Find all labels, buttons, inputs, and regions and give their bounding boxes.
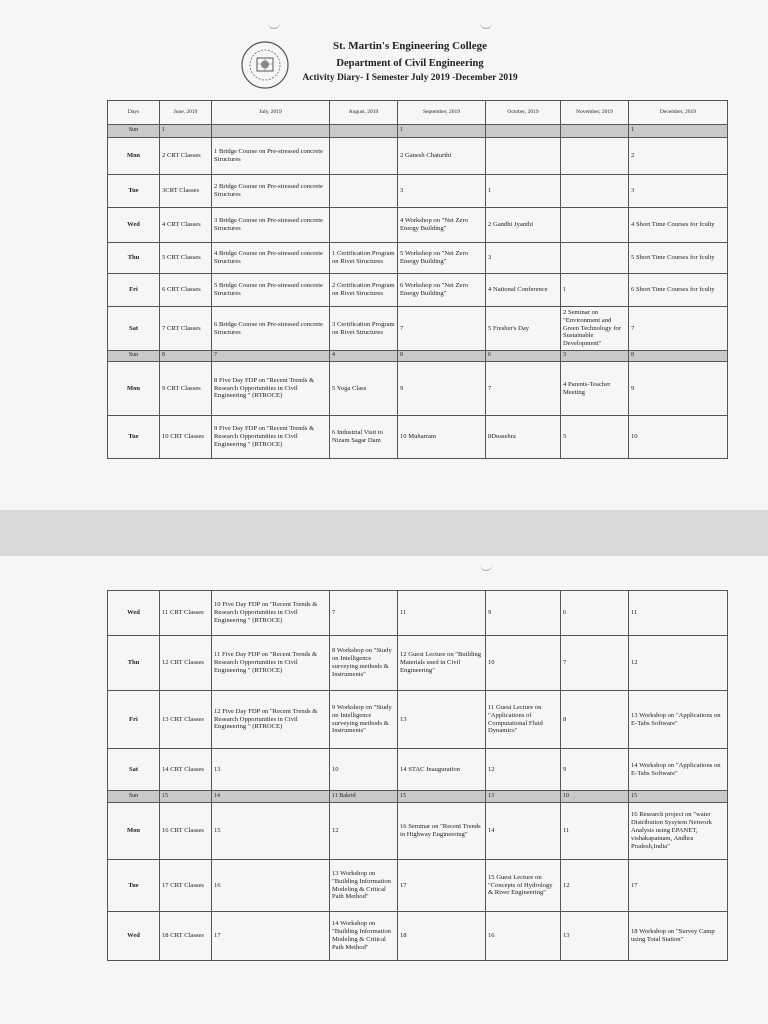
- activity-cell: 14 STAC Inauguration: [398, 749, 486, 791]
- activity-cell: 1: [561, 274, 629, 307]
- activity-cell: 11 CRT Classes: [160, 591, 212, 636]
- activity-cell: 4 National Conference: [486, 274, 561, 307]
- activity-cell: 6 Workshop on "Net Zero Energy Building": [398, 274, 486, 307]
- table-row: [108, 591, 728, 636]
- table-row: [108, 138, 728, 175]
- activity-cell: 6 Bridge Course on Pre-stressed concrete Structures: [212, 307, 330, 351]
- activity-cell: 1: [398, 125, 486, 138]
- activity-cell: 2 CRT Classes: [160, 138, 212, 175]
- activity-cell: 1: [486, 175, 561, 208]
- activity-cell: 2 Certification Program on Rivet Structures: [330, 274, 398, 307]
- activity-cell: 3: [629, 175, 728, 208]
- activity-cell: 10: [561, 791, 629, 803]
- column-header: December, 2019: [629, 101, 728, 125]
- day-cell: Wed: [108, 591, 160, 636]
- activity-cell: 10 Five Day FDP on "Recent Trends & Research Opportunities in Civil Engineering " (RTROCE): [212, 591, 330, 636]
- activity-cell: 7: [561, 636, 629, 691]
- table-row: [108, 307, 728, 351]
- punch-mark: [480, 22, 492, 29]
- activity-cell: 11: [629, 591, 728, 636]
- activity-cell: 3: [561, 351, 629, 362]
- table-row: [108, 860, 728, 912]
- activity-cell: 7: [629, 307, 728, 351]
- activity-cell: 2 Ganesh Chaturthi: [398, 138, 486, 175]
- activity-cell: 3 Bridge Course on Pre-stressed concrete Structures: [212, 208, 330, 243]
- activity-cell: 14: [486, 803, 561, 860]
- activity-cell: 8 Five Day FDP on "Recent Trends & Research Opportunities in Civil Engineering " (RTROCE): [212, 362, 330, 416]
- activity-cell: 6 Industrial Visit to Nizam Sagar Dam: [330, 416, 398, 459]
- activity-cell: 15: [212, 803, 330, 860]
- day-cell: Sat: [108, 749, 160, 791]
- activity-cell: 12: [561, 860, 629, 912]
- day-cell: Sun: [108, 125, 160, 138]
- column-header: June, 2019: [160, 101, 212, 125]
- activity-cell: 16 Seminar on "Recent Trends in Highway Engineering": [398, 803, 486, 860]
- table-row: [108, 351, 728, 362]
- activity-cell: 3: [486, 243, 561, 274]
- day-cell: Sun: [108, 791, 160, 803]
- day-cell: Tue: [108, 175, 160, 208]
- day-cell: Fri: [108, 274, 160, 307]
- activity-table-part-2: [107, 590, 728, 961]
- activity-cell: [212, 125, 330, 138]
- day-cell: Mon: [108, 362, 160, 416]
- activity-cell: 8: [629, 351, 728, 362]
- activity-cell: [561, 243, 629, 274]
- activity-cell: 9 Five Day FDP on "Recent Trends & Research Opportunities in Civil Engineering " (RTROCE): [212, 416, 330, 459]
- activity-cell: 8: [561, 691, 629, 749]
- activity-cell: [330, 125, 398, 138]
- activity-cell: 9: [561, 749, 629, 791]
- college-logo: [240, 40, 290, 90]
- activity-cell: 5 Fresher's Day: [486, 307, 561, 351]
- punch-mark: [268, 22, 280, 29]
- activity-cell: 10 CRT Classes: [160, 416, 212, 459]
- day-cell: Thu: [108, 243, 160, 274]
- column-header: July, 2019: [212, 101, 330, 125]
- department-name: Department of Civil Engineering: [336, 58, 484, 69]
- activity-cell: 17: [398, 860, 486, 912]
- activity-cell: 4 Workshop on "Net Zero Energy Building": [398, 208, 486, 243]
- activity-cell: 4 CRT Classes: [160, 208, 212, 243]
- activity-cell: 9 CRT Classes: [160, 362, 212, 416]
- activity-cell: 13: [212, 749, 330, 791]
- day-cell: Sat: [108, 307, 160, 351]
- table-row: [108, 691, 728, 749]
- activity-cell: 5 Short Time Courses for fculty: [629, 243, 728, 274]
- activity-cell: 3: [398, 175, 486, 208]
- activity-cell: 7: [486, 362, 561, 416]
- activity-cell: 11 Bakrid: [330, 791, 398, 803]
- activity-cell: 1: [160, 125, 212, 138]
- activity-cell: 15 Guest Lecture on "Concepts of Hydrology & River Engineering": [486, 860, 561, 912]
- activity-cell: 10: [486, 636, 561, 691]
- day-cell: Wed: [108, 208, 160, 243]
- activity-cell: 16 CRT Classes: [160, 803, 212, 860]
- activity-cell: 12 Guest Lecture on "Building Materials used in Civil Engineering": [398, 636, 486, 691]
- activity-cell: [561, 138, 629, 175]
- table-row: [108, 791, 728, 803]
- activity-cell: 13 Workshop on "Applications on E-Tabs Software": [629, 691, 728, 749]
- activity-cell: 5 Yoga Class: [330, 362, 398, 416]
- table-row: [108, 175, 728, 208]
- table-row: [108, 803, 728, 860]
- activity-cell: 11: [398, 591, 486, 636]
- activity-cell: 15: [160, 791, 212, 803]
- day-cell: Mon: [108, 138, 160, 175]
- activity-cell: 12: [330, 803, 398, 860]
- activity-cell: 3CRT Classes: [160, 175, 212, 208]
- day-cell: Tue: [108, 860, 160, 912]
- activity-cell: 8Dussehra: [486, 416, 561, 459]
- activity-cell: 13 Workshop on "Building Information Modeling & Critical Path Method": [330, 860, 398, 912]
- activity-cell: 6 Short Time Courses for fculty: [629, 274, 728, 307]
- diary-title: Activity Diary- I Semester July 2019 -December 2019: [302, 73, 518, 83]
- column-header: September, 2019: [398, 101, 486, 125]
- activity-cell: 16: [212, 860, 330, 912]
- activity-cell: 13: [486, 791, 561, 803]
- activity-cell: 18 Workshop on "Survey Camp using Total Station": [629, 912, 728, 961]
- day-cell: Sun: [108, 351, 160, 362]
- activity-cell: 13: [398, 691, 486, 749]
- activity-cell: 1 Bridge Course on Pre-stressed concrete Structures: [212, 138, 330, 175]
- activity-cell: 5: [561, 416, 629, 459]
- college-name: St. Martin's Engineering College: [333, 40, 487, 52]
- activity-cell: 7: [398, 307, 486, 351]
- table-row: [108, 208, 728, 243]
- activity-cell: 11 Five Day FDP on "Recent Trends & Research Opportunities in Civil Engineering " (RTROCE): [212, 636, 330, 691]
- table-row: [108, 749, 728, 791]
- column-header: Days: [108, 101, 160, 125]
- activity-cell: 5 CRT Classes: [160, 243, 212, 274]
- activity-cell: 18: [398, 912, 486, 961]
- activity-cell: 2 Bridge Course on Pre-stressed concrete Structures: [212, 175, 330, 208]
- activity-cell: 14: [212, 791, 330, 803]
- activity-cell: 9: [398, 362, 486, 416]
- activity-cell: 7 CRT Classes: [160, 307, 212, 351]
- activity-cell: 2 Seminar on "Environment and Green Technology for Sustainable Development": [561, 307, 629, 351]
- activity-cell: 15: [398, 791, 486, 803]
- punch-mark: [480, 564, 492, 571]
- activity-cell: 10 Muharram: [398, 416, 486, 459]
- activity-cell: 9 Workshop on "Study on Intelligence surveying methods & Instruments": [330, 691, 398, 749]
- activity-cell: 9: [486, 591, 561, 636]
- activity-cell: 4 Parents-Teacher Meeting: [561, 362, 629, 416]
- activity-cell: 10: [330, 749, 398, 791]
- activity-cell: 17: [629, 860, 728, 912]
- activity-cell: 14 Workshop on "Applications on E-Tabs Software": [629, 749, 728, 791]
- activity-cell: 1: [629, 125, 728, 138]
- activity-cell: 2 Gandhi Jyanthi: [486, 208, 561, 243]
- activity-cell: 6 CRT Classes: [160, 274, 212, 307]
- table-row: [108, 362, 728, 416]
- day-cell: Wed: [108, 912, 160, 961]
- activity-cell: [330, 175, 398, 208]
- activity-cell: 16 Research project on "water Distribution Sysytem Network Analysis using EPANET, vishakapatnam, Andhra Pradesh,India": [629, 803, 728, 860]
- activity-cell: 4 Short Time Courses for fculty: [629, 208, 728, 243]
- activity-cell: 8: [398, 351, 486, 362]
- table-row: [108, 274, 728, 307]
- activity-cell: 4 Bridge Course on Pre-stressed concrete Structures: [212, 243, 330, 274]
- activity-cell: [330, 208, 398, 243]
- activity-cell: 9: [629, 362, 728, 416]
- activity-cell: [330, 138, 398, 175]
- activity-cell: 11: [561, 803, 629, 860]
- activity-cell: 7: [330, 591, 398, 636]
- day-cell: Tue: [108, 416, 160, 459]
- table-row: [108, 243, 728, 274]
- activity-cell: 14 CRT Classes: [160, 749, 212, 791]
- activity-cell: 16: [486, 912, 561, 961]
- table-row: [108, 912, 728, 961]
- column-header: October, 2019: [486, 101, 561, 125]
- activity-cell: 12: [629, 636, 728, 691]
- activity-cell: 17 CRT Classes: [160, 860, 212, 912]
- table-row: [108, 125, 728, 138]
- activity-cell: 15: [629, 791, 728, 803]
- activity-cell: 4: [330, 351, 398, 362]
- day-cell: Thu: [108, 636, 160, 691]
- activity-cell: 6: [561, 591, 629, 636]
- activity-cell: 12 CRT Classes: [160, 636, 212, 691]
- activity-cell: 2: [629, 138, 728, 175]
- column-header: November, 2019: [561, 101, 629, 125]
- column-header: August, 2019: [330, 101, 398, 125]
- activity-cell: 5 Bridge Course on Pre-stressed concrete Structures: [212, 274, 330, 307]
- activity-cell: 10: [629, 416, 728, 459]
- activity-cell: 5 Workshop on "Net Zero Energy Building": [398, 243, 486, 274]
- activity-cell: 8 Workshop on "Study on Intelligence surveying methods & Instruments": [330, 636, 398, 691]
- table-row: [108, 636, 728, 691]
- page-1: [0, 0, 768, 510]
- activity-cell: [561, 175, 629, 208]
- activity-cell: 14 Workshop on "Building Information Modeling & Critical Path Method": [330, 912, 398, 961]
- activity-cell: [486, 125, 561, 138]
- activity-cell: 8: [160, 351, 212, 362]
- activity-cell: 12 Five Day FDP on "Recent Trends & Research Opportunities in Civil Engineering " (RTROCE): [212, 691, 330, 749]
- header-row: [108, 101, 728, 125]
- activity-cell: 7: [212, 351, 330, 362]
- activity-cell: 6: [486, 351, 561, 362]
- activity-cell: 13 CRT Classes: [160, 691, 212, 749]
- activity-cell: 17: [212, 912, 330, 961]
- activity-cell: 18 CRT Classes: [160, 912, 212, 961]
- day-cell: Fri: [108, 691, 160, 749]
- activity-cell: 13: [561, 912, 629, 961]
- activity-cell: [486, 138, 561, 175]
- activity-table-part-1: [107, 100, 728, 459]
- day-cell: Mon: [108, 803, 160, 860]
- activity-cell: 11 Guest Lecture on "Applications of Computational Fluid Dynamics": [486, 691, 561, 749]
- activity-cell: [561, 125, 629, 138]
- activity-cell: 12: [486, 749, 561, 791]
- activity-cell: 3 Certification Program on Rivet Structures: [330, 307, 398, 351]
- table-row: [108, 416, 728, 459]
- activity-cell: 1 Certification Program on Rivet Structures: [330, 243, 398, 274]
- activity-cell: [561, 208, 629, 243]
